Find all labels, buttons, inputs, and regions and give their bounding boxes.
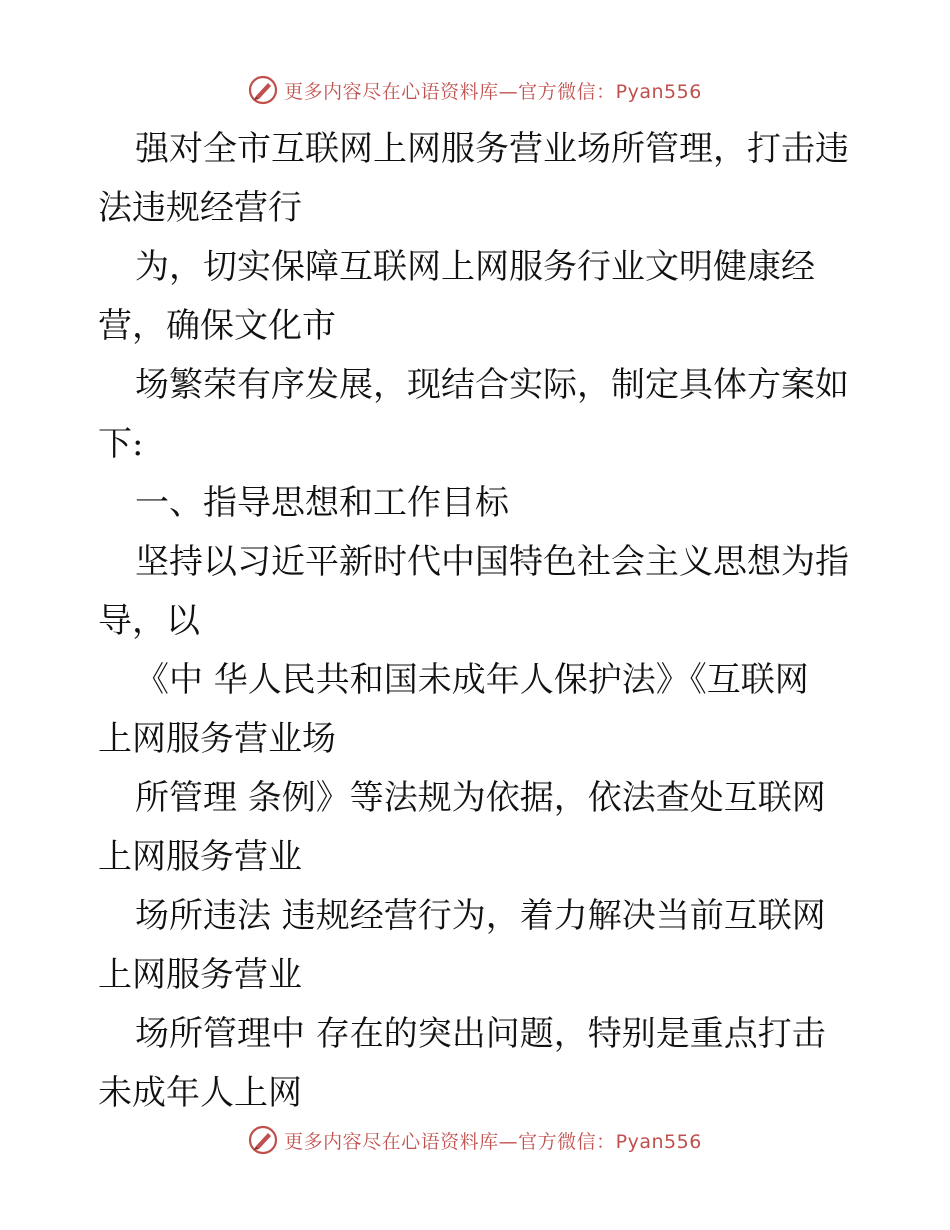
paragraph-7 bbox=[98, 769, 858, 887]
paragraph-8-line-2: 上网服务营业 bbox=[98, 955, 302, 995]
paragraph-5-line-2: 导，以 bbox=[98, 601, 200, 641]
paragraph-3 bbox=[98, 356, 858, 474]
paragraph-2-line-2: 营，确保文化市 bbox=[98, 306, 336, 346]
red-pen-circle-logo-icon bbox=[248, 75, 278, 105]
paragraph-9-line-1: 场所管理中 存在的突出问题，特别是重点打击 bbox=[135, 1014, 826, 1054]
document-body bbox=[98, 120, 858, 1123]
paragraph-2-line-1: 为，切实保障互联网上网服务行业文明健康经 bbox=[135, 247, 815, 287]
paragraph-1-line-1: 强对全市互联网上网服务营业场所管理，打击违 bbox=[135, 129, 849, 169]
paragraph-5 bbox=[98, 533, 858, 651]
paragraph-7-line-2: 上网服务营业 bbox=[98, 837, 302, 877]
paragraph-2 bbox=[98, 238, 858, 356]
header-banner bbox=[0, 72, 950, 108]
paragraph-1 bbox=[98, 120, 858, 238]
section-heading-text: 一、指导思想和工作目标 bbox=[135, 483, 509, 523]
paragraph-8-line-1: 场所违法 违规经营行为，着力解决当前互联网 bbox=[135, 896, 826, 936]
red-pen-circle-logo-icon bbox=[248, 1125, 278, 1155]
header-banner-text: 更多内容尽在心语资料库—官方微信：Pyan556 bbox=[284, 80, 702, 103]
paragraph-9 bbox=[98, 1005, 858, 1123]
paragraph-7-line-1: 所管理 条例》等法规为依据，依法查处互联网 bbox=[135, 778, 826, 818]
paragraph-8 bbox=[98, 887, 858, 1005]
paragraph-3-line-2: 下: bbox=[98, 424, 144, 464]
section-heading bbox=[98, 474, 858, 533]
paragraph-6-line-1: 《中 华人民共和国未成年人保护法》《互联网 bbox=[135, 660, 809, 700]
paragraph-1-line-2: 法违规经营行 bbox=[98, 188, 302, 228]
paragraph-3-line-1: 场繁荣有序发展，现结合实际，制定具体方案如 bbox=[135, 365, 849, 405]
paragraph-9-line-2: 未成年人上网 bbox=[98, 1073, 302, 1113]
paragraph-6 bbox=[98, 651, 858, 769]
footer-banner bbox=[0, 1122, 950, 1158]
paragraph-5-line-1: 坚持以习近平新时代中国特色社会主义思想为指 bbox=[135, 542, 849, 582]
footer-banner-text: 更多内容尽在心语资料库—官方微信：Pyan556 bbox=[284, 1130, 702, 1153]
paragraph-6-line-2: 上网服务营业场 bbox=[98, 719, 336, 759]
